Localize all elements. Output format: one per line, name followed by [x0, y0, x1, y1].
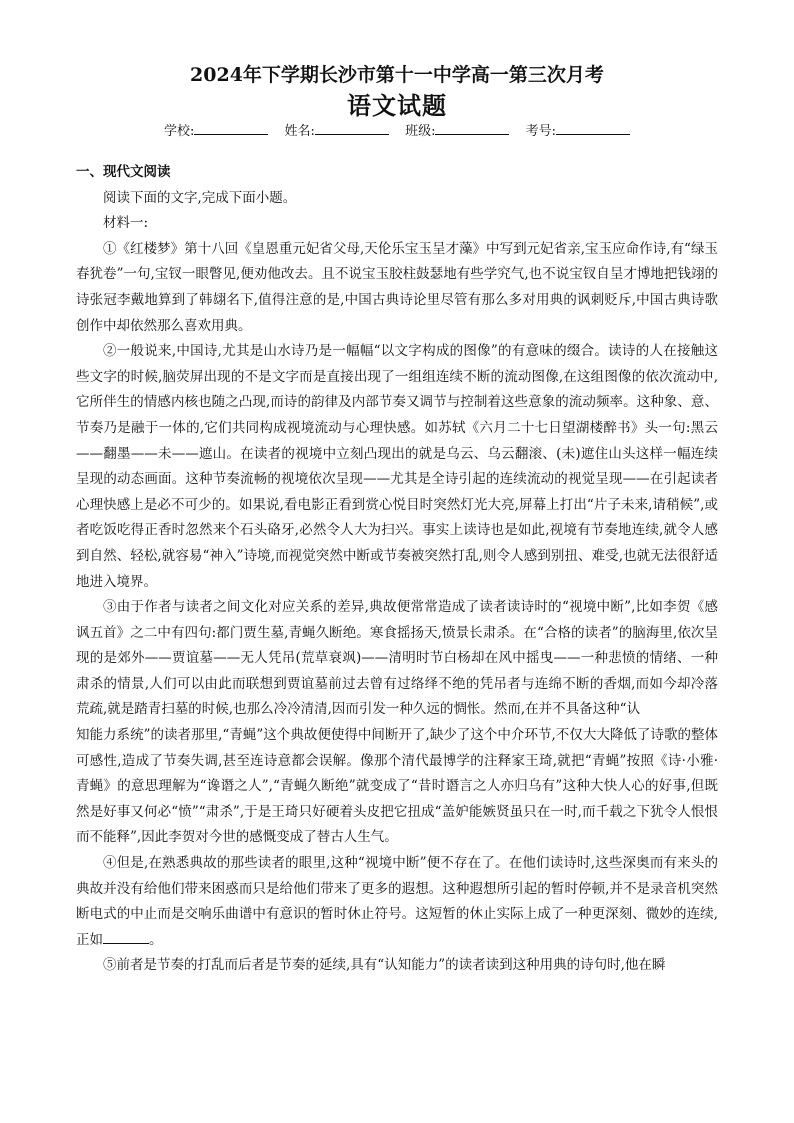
paragraph-1: ①《红楼梦》第十八回《皇恩重元妃省父母,天伦乐宝玉呈才藻》中写到元妃省亲,宝玉应命作诗,有“绿玉春犹卷”一句,宝钗一眼瞥见,便劝他改去。且不说宝玉胶柱鼓瑟地有些学究气,也不说宝钗自呈才博地把钱翊的诗张冠李戴地算到了韩翃名下,值得注意的是,中国古典诗论里尽管有那么多对用典的讽刺贬斥,中国古典诗歌创作中却依然那么喜欢用典。	[76, 240, 718, 334]
student-info-line	[0, 122, 794, 141]
school-blank[interactable]	[194, 122, 268, 135]
paragraph-3: ③由于作者与读者之间文化对应关系的差异,典故便常常造成了读者读诗时的“视境中断”,比如李贺《感讽五首》之二中有四句:都门贾生墓,青蝇久断绝。寒食摇扬天,愤景长肃杀。在“合格的读者”的脑海里,依次呈现的是郊外——贾谊墓——无人凭吊(荒草衰飒)——清明时节白杨却在风中摇曳——一种悲愤的情绪、一种肃杀的情景,人们可以由此而联想到贾谊墓前过去曾有过络绎不绝的凭吊者与连绵不断的香烟,而如今却冷落荒疏,就是踏青扫墓的时候,也那么冷冷清清,因而引发一种久远的惆怅。然而,在并不具备这种“认	[76, 599, 718, 718]
material-label: 材料一:	[103, 215, 149, 232]
name-label: 姓名:	[284, 124, 315, 139]
class-blank[interactable]	[435, 122, 509, 135]
school-field	[164, 124, 273, 139]
section-heading: 一、现代文阅读	[76, 164, 171, 180]
name-field	[285, 124, 394, 139]
answer-blank[interactable]	[103, 931, 149, 944]
class-field	[405, 124, 514, 139]
exam-subject: 语文试题	[347, 91, 447, 120]
reading-passage	[76, 160, 718, 979]
name-blank[interactable]	[315, 122, 389, 135]
class-label: 班级:	[405, 124, 436, 139]
paragraph-5: ⑤前者是节奏的打乱而后者是节奏的延续,具有“认知能力”的读者读到这种用典的诗句时,他在瞬	[103, 957, 666, 974]
paragraph-3-continued: 知能力系统”的读者那里,“青蝇”这个典故便使得中间断开了,缺少了这个中介环节,不仅大大降低了诗歌的整体可感性,造成了节奏失调,甚至连诗意都会误解。像那个清代最博学的注释家王琦,就把“青蝇”按照《诗·小雅·青蝇》的意思理解为“谗谮之人”,“青蝇久断绝”就变成了“昔时谮言之人亦归乌有”这种大快人心的好事,但既然是好事又何必“愤”“肃杀”,于是王琦只好硬着头皮把它扭成“盖妒能嫉贤虽只在一时,而千载之下犹令人恨恨而不能释”,因此李贺对今世的感慨变成了替古人生气。	[76, 727, 718, 846]
paragraph-2: ②一般说来,中国诗,尤其是山水诗乃是一幅幅“以文字构成的图像”的有意味的缀合。读诗的人在接触这些文字的时候,脑荧屏出现的不是文字而是直接出现了一组组连续不断的流动图像,在这组图像的依次流动中,它所伴生的情感内核也随之凸现,而诗的韵律及内部节奏又调节与控制着这些意象的流动频率。这种象、意、节奏乃是融于一体的,它们共同构成视境流动与心理快感。如苏轼《六月二十七日望湖楼醉书》头一句:黑云——翻墨——未——遮山。在读者的视境中立刻凸现出的就是乌云、乌云翻滚、(未)遮住山头这样一幅连续呈现的动态画面。这种节奏流畅的视境依次呈现——尤其是全诗引起的连续流动的视觉呈现——在引起读者心理快感上是必不可少的。如果说,看电影正看到赏心悦目时突然灯光大亮,屏幕上打出“片子未来,请稍候”,或者吃饭吃得正香时忽然来个石头硌牙,必然令人大为扫兴。事实上读诗也是如此,视境有节奏地连续,就令人感到自然、轻松,就容易“神入”诗境,而视觉突然中断或节奏被突然打乱,则令人感到别扭、难受,也就无法很舒适地进入境界。	[76, 343, 718, 590]
exam-title: 2024年下学期长沙市第十一中学高一第三次月考	[190, 64, 604, 86]
section-instruction: 阅读下面的文字,完成下面小题。	[103, 189, 297, 206]
exam-no-blank[interactable]	[556, 122, 630, 135]
paragraph-4-text: ④但是,在熟悉典故的那些读者的眼里,这种“视境中断”便不存在了。在他们读诗时,这些深奥而有来头的典故并没有给他们带来困惑而只是给他们带来了更多的遐想。这种遐想所引起的暂时停顿,并不是录音机突然断电式的中止而是交响乐曲谱中有意识的暂时休止符号。这短暂的休止实际上成了一种更深刻、微妙的连续,正如	[76, 855, 718, 948]
exam-no-field	[526, 124, 630, 139]
school-label: 学校:	[164, 124, 195, 139]
exam-no-label: 考号:	[525, 124, 556, 139]
paragraph-4-end: 。	[149, 931, 163, 948]
paragraph-4	[76, 851, 718, 953]
